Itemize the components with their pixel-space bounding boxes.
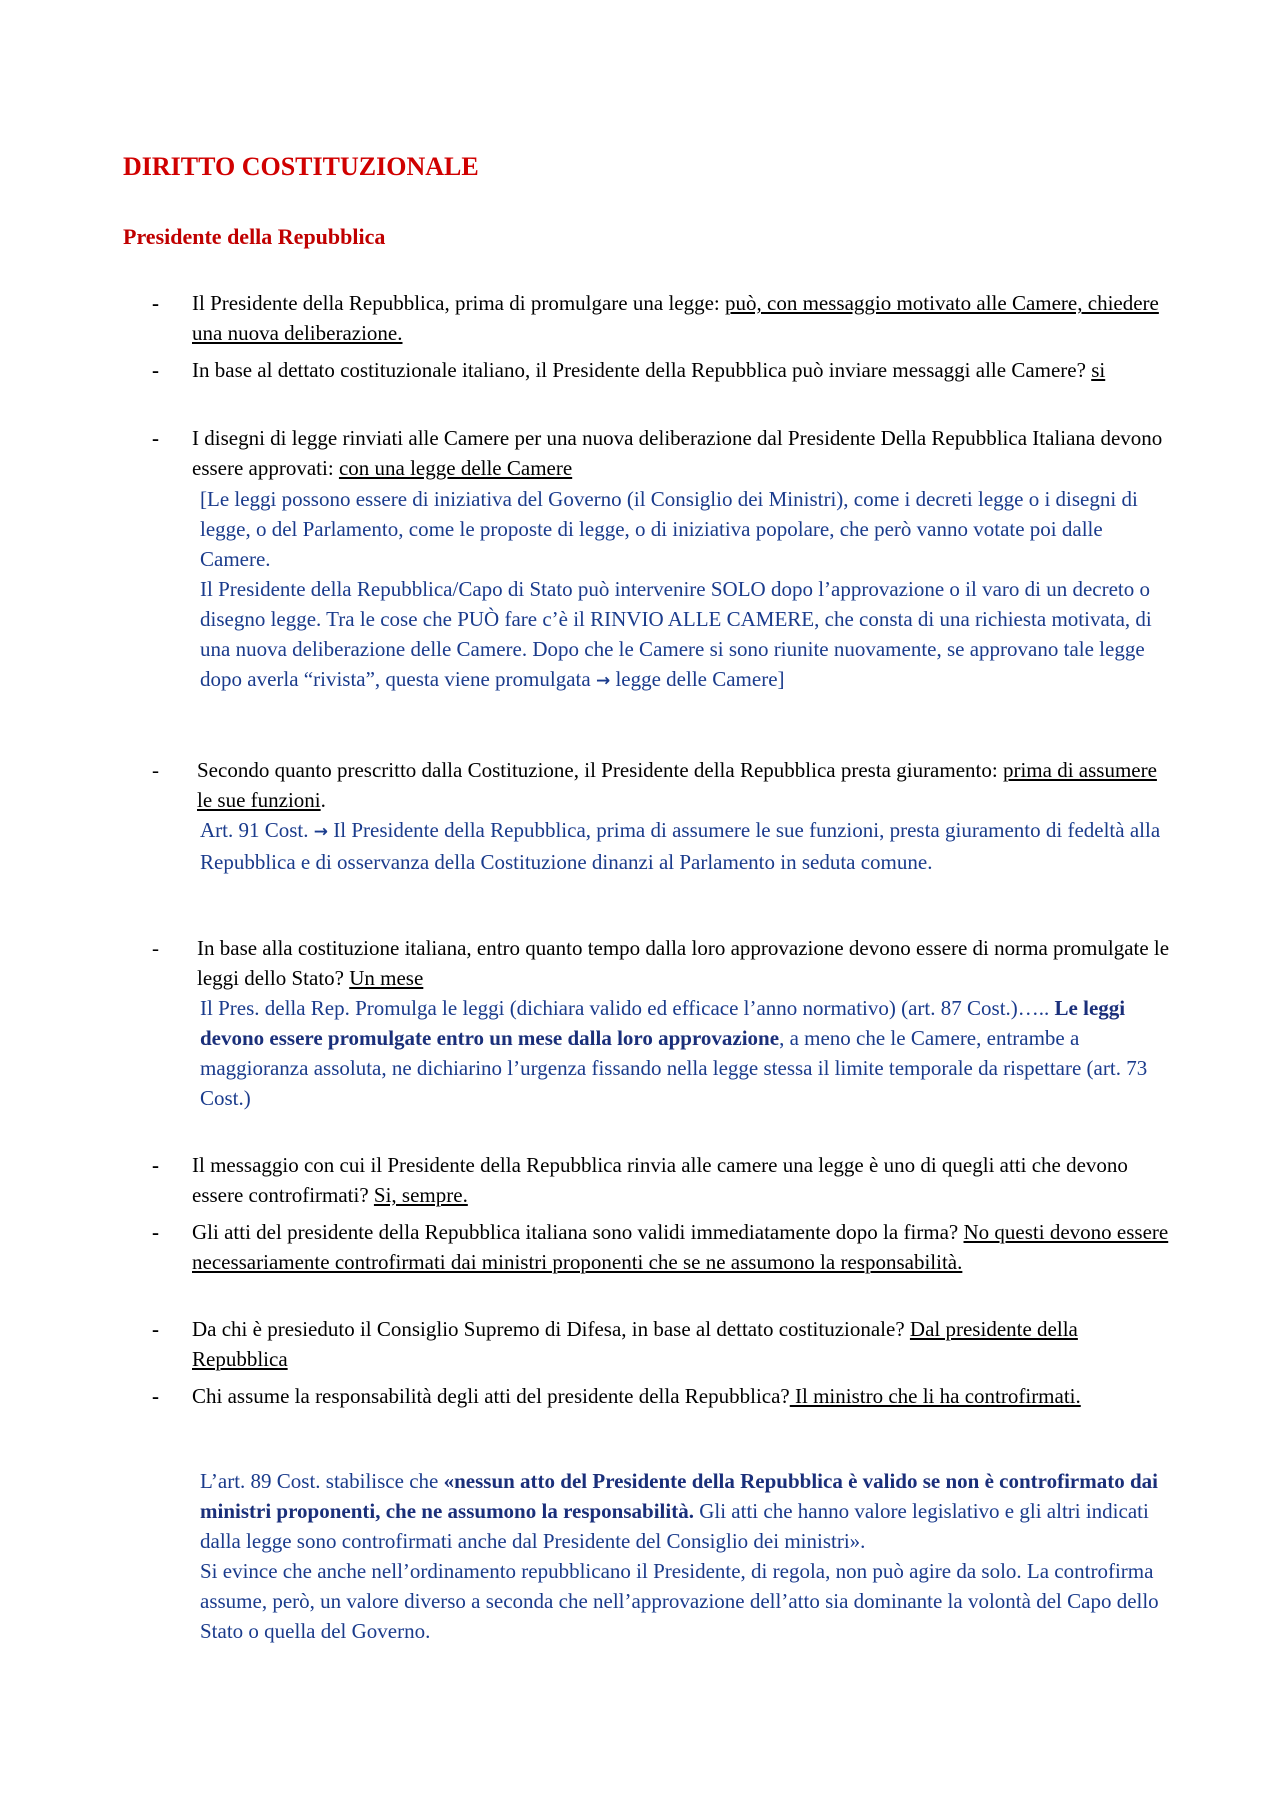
bullet-dash: - [152, 1220, 159, 1244]
bullet-dash: - [152, 291, 159, 315]
list-item [152, 933, 1172, 993]
question-text: Secondo quanto prescritto dalla Costituzione, il Presidente della Repubblica presta giuramento: [197, 758, 1003, 782]
note-text: Il Presidente della Repubblica, prima di assumere le sue funzioni, presta giuramento di fedeltà alla Repubblica e di osservanza della Costituzione dinanzi al Parlamento in seduta comune. [200, 818, 1161, 874]
note-paragraph: Si evince che anche nell’ordinamento repubblicano il Presidente, di regola, non può agire da solo. La controfirma assume, però, un valore diverso a seconda che nell’approvazione dell’atto sia dominante la volontà del Capo dello Stato o quella del Governo. [200, 1559, 1159, 1643]
note-text: L’art. 89 Cost. stabilisce che [200, 1469, 444, 1493]
bullet-dash: - [152, 936, 159, 960]
note-text: Il Presidente della Repubblica/Capo di Stato può intervenire SOLO dopo l’approvazione o il varo di un decreto o disegno legge. Tra le cose che PUÒ fare c’è il RINVIO ALLE CAMERE, che consta di una richiesta motivata, di una nuova deliberazione delle Camere. Dopo che le Camere si sono riunite nuovamente, se approvano tale legge dopo averla “rivista”, questa viene promulgata [200, 577, 1152, 691]
bullet-dash: - [152, 426, 159, 450]
answer-text: Si, sempre. [373, 1183, 468, 1207]
answer-text: No questi devono essere necessariamente controfirmati dai ministri proponenti che se ne assumono la responsabilità. [192, 1220, 1169, 1274]
arrow-right-icon: → [313, 822, 329, 842]
list-item [152, 755, 1172, 815]
note-text: Gli atti che hanno valore legislativo e gli altri indicati dalla legge sono controfirmati anche dal Presidente del Consiglio dei ministri». [200, 1499, 1149, 1553]
bullet-dash: - [152, 1317, 159, 1341]
question-text: I disegni di legge rinviati alle Camere per una nuova deliberazione dal Presidente Della Repubblica Italiana devono essere approvati: [192, 426, 1163, 480]
question-text: Il Presidente della Repubblica, prima di promulgare una legge: [192, 291, 725, 315]
explanation-note [200, 484, 1175, 696]
question-text: Gli atti del presidente della Repubblica italiana sono validi immediatamente dopo la firma? [192, 1220, 964, 1244]
list-item [152, 1314, 1172, 1374]
question-text: Da chi è presieduto il Consiglio Supremo di Difesa, in base al dettato costituzionale? [192, 1317, 910, 1341]
answer-text: Un mese [349, 966, 424, 990]
answer-text: Il ministro che li ha controfirmati. [789, 1384, 1081, 1408]
question-text: In base al dettato costituzionale italiano, il Presidente della Repubblica può inviare messaggi alle Camere? [192, 358, 1092, 382]
answer-text: si [1091, 358, 1106, 382]
list-item [152, 423, 1172, 483]
section-title: Presidente della Repubblica [123, 224, 386, 249]
bullet-dash: - [152, 358, 159, 382]
question-text: Chi assume la responsabilità degli atti del presidente della Repubblica? [192, 1384, 790, 1408]
note-bold-text: Le leggi devono essere promulgate entro un mese dalla loro approvazione [200, 996, 1126, 1050]
note-paragraph: [Le leggi possono essere di iniziativa del Governo (il Consiglio dei Ministri), come i decreti legge o i disegni di legge, o del Parlamento, come le proposte di legge, o di iniziativa popolare, che però vanno votate poi dalle Camere. [200, 487, 1138, 571]
question-text: Il messaggio con cui il Presidente della Repubblica rinvia alle camere una legge è uno di quegli atti che devono essere controfirmati? [192, 1153, 1128, 1207]
list-item [152, 1150, 1172, 1210]
note-text: Il Pres. della Rep. Promulga le leggi (dichiara valido ed efficace l’anno normativo) (art. 87 Cost.)….. [200, 996, 1055, 1020]
note-text: legge delle Camere] [610, 667, 785, 691]
list-item [152, 1217, 1172, 1277]
note-paragraph [200, 574, 1175, 696]
list-item [152, 355, 1172, 385]
question-text: In base alla costituzione italiana, entro quanto tempo dalla loro approvazione devono essere di norma promulgate le leggi dello Stato? [197, 936, 1170, 990]
note-text: , a meno che le Camere, entrambe a maggioranza assoluta, ne dichiarino l’urgenza fissando nella legge stessa il limite temporale da rispettare (art. 73 Cost.) [200, 1026, 1148, 1110]
bullet-dash: - [152, 758, 159, 782]
note-bold-text: «nessun atto del Presidente della Repubblica è valido se non è controfirmato dai ministri proponenti, che ne assumono la responsabilità. [200, 1469, 1158, 1523]
answer-text: prima di assumere le sue funzioni [197, 758, 1157, 812]
explanation-note [200, 993, 1175, 1113]
answer-text: con una legge delle Camere [338, 456, 573, 480]
answer-text: Dal presidente della Repubblica [192, 1317, 1078, 1371]
list-item [152, 288, 1172, 348]
note-paragraph [200, 1466, 1175, 1556]
explanation-note [200, 815, 1175, 877]
arrow-right-icon: → [595, 671, 611, 691]
explanation-note [200, 1466, 1175, 1646]
list-item [152, 1381, 1172, 1411]
bullet-dash: - [152, 1153, 159, 1177]
bullet-dash: - [152, 1384, 159, 1408]
punctuation: . [320, 788, 326, 812]
page-title: DIRITTO COSTITUZIONALE [123, 152, 479, 181]
note-text: Art. 91 Cost. [200, 818, 314, 842]
answer-text: può, con messaggio motivato alle Camere, chiedere una nuova deliberazione. [192, 291, 1159, 345]
